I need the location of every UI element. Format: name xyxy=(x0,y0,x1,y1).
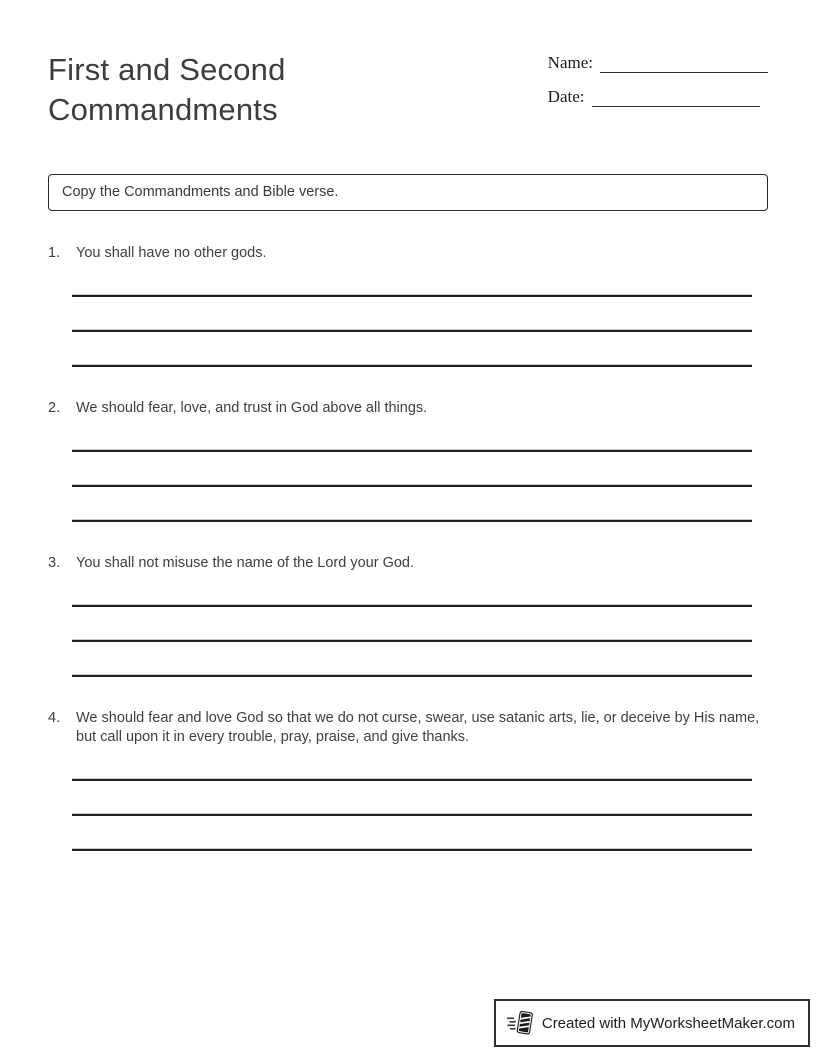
writing-line xyxy=(72,519,752,522)
writing-line xyxy=(72,449,752,452)
worksheet-item xyxy=(48,709,768,851)
name-field xyxy=(548,52,768,73)
writing-line xyxy=(72,329,752,332)
item-number: 4. xyxy=(48,710,61,726)
date-label: Date: xyxy=(547,87,585,106)
date-blank-line xyxy=(592,86,760,107)
item-number: 2. xyxy=(48,400,61,416)
item-text-row xyxy=(48,554,768,573)
writing-line xyxy=(72,848,752,851)
instruction-box xyxy=(48,174,768,211)
name-date-block xyxy=(548,50,768,120)
instruction-text: Copy the Commandments and Bible verse. xyxy=(62,184,339,200)
item-number: 3. xyxy=(48,555,61,571)
writing-line xyxy=(72,674,752,677)
page-title: First and Second Commandments xyxy=(48,52,286,127)
item-text: You shall not misuse the name of the Lord your God. xyxy=(76,555,415,571)
name-blank-line xyxy=(600,52,768,73)
worksheet-item xyxy=(48,399,768,522)
writing-line xyxy=(72,604,752,607)
item-number: 1. xyxy=(48,245,61,261)
writing-line xyxy=(72,778,752,781)
writing-lines xyxy=(72,604,752,677)
writing-line xyxy=(72,639,752,642)
item-text-row xyxy=(48,399,768,418)
credit-text: Created with MyWorksheetMaker.com xyxy=(541,1014,795,1032)
item-text: We should fear and love God so that we do not curse, swear, use satanic arts, lie, or deceive by His name, but call upon it in every trouble, pray, praise, and give thanks. xyxy=(76,710,760,745)
writing-lines xyxy=(72,294,752,367)
worksheet-item xyxy=(48,244,768,367)
name-label: Name: xyxy=(547,53,593,72)
writing-line xyxy=(72,294,752,297)
writing-line xyxy=(72,813,752,816)
item-text: You shall have no other gods. xyxy=(76,245,267,261)
writing-line xyxy=(72,484,752,487)
item-text-row xyxy=(48,709,768,747)
worksheet-item xyxy=(48,554,768,677)
item-text-row xyxy=(48,244,768,263)
worksheet-maker-logo-icon xyxy=(507,1008,534,1038)
worksheet-header xyxy=(48,50,768,130)
writing-lines xyxy=(72,778,752,851)
writing-line xyxy=(72,364,752,367)
item-text: We should fear, love, and trust in God above all things. xyxy=(76,400,428,416)
footer-credit xyxy=(494,999,810,1047)
date-field xyxy=(548,86,768,107)
writing-lines xyxy=(72,449,752,522)
